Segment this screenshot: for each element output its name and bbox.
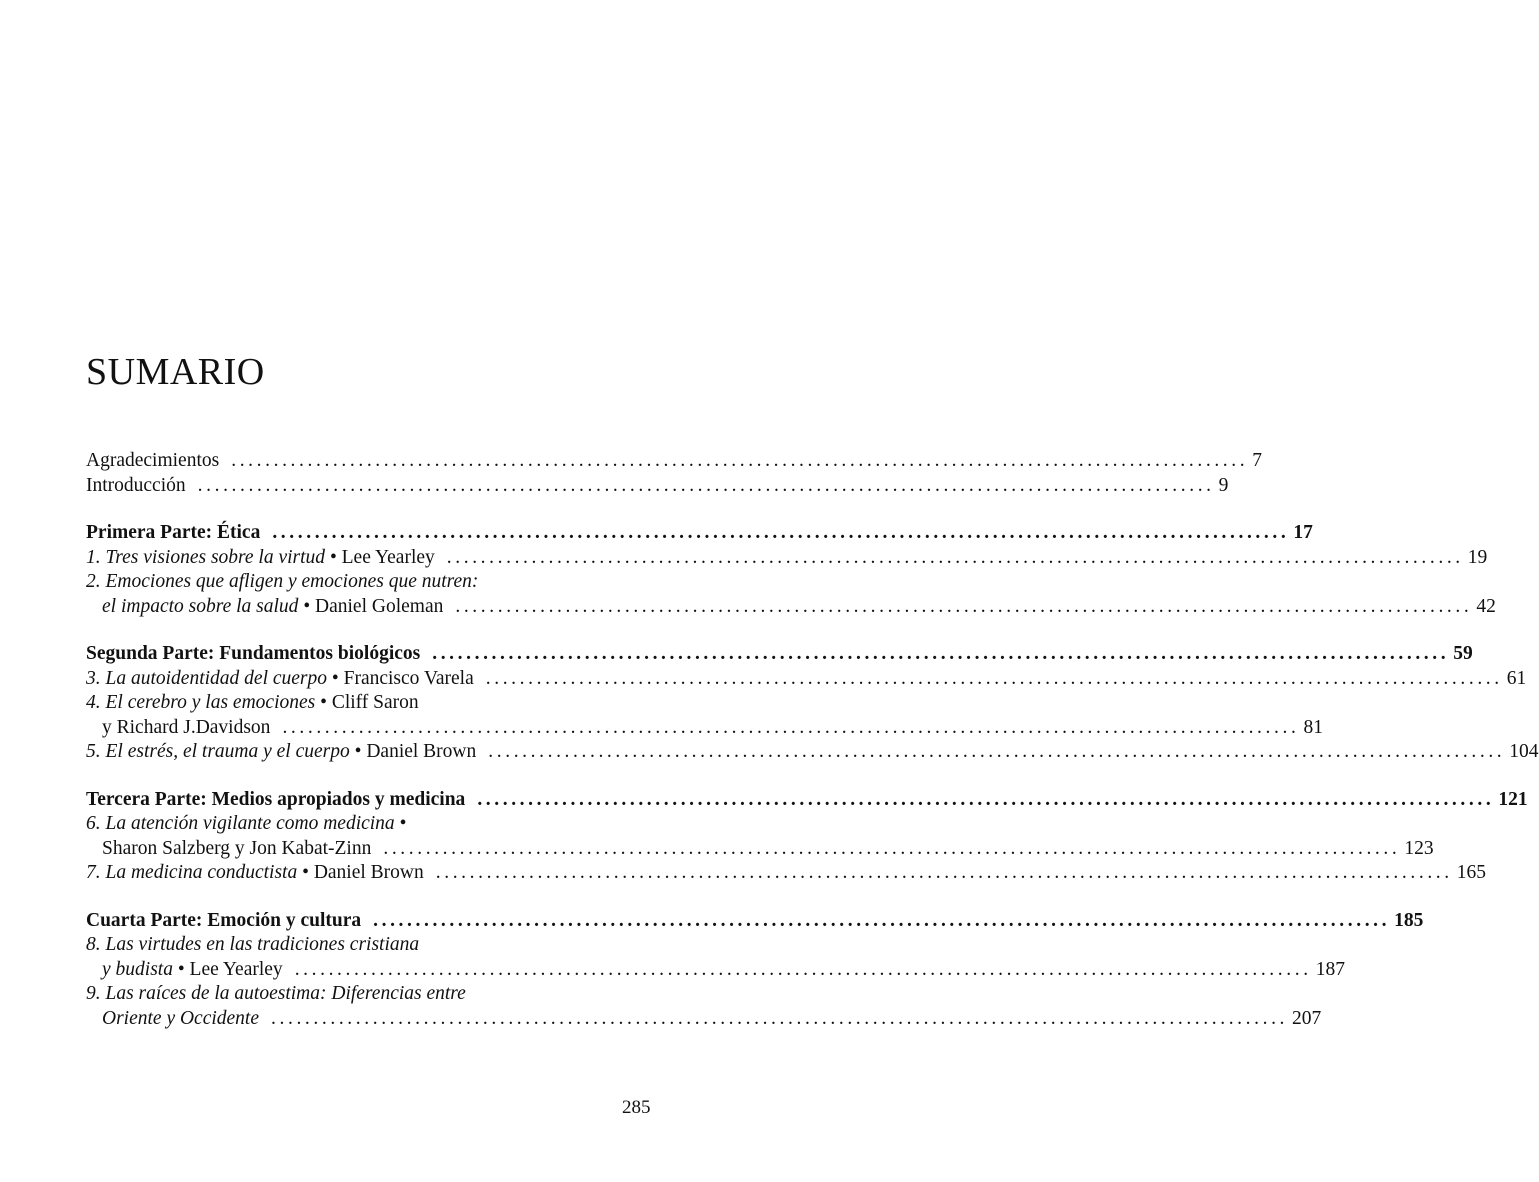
chapter-author: Sharon Salzberg y Jon Kabat-Zinn — [102, 837, 372, 859]
chapter-title: Tercera Parte: Medios apropiados y medicina — [86, 788, 466, 810]
chapter-number: 7. — [86, 862, 101, 883]
chapter-author: Lee Yearley — [189, 958, 283, 980]
leader-dots: ........................................................................................................................ — [373, 909, 1391, 931]
chapter-title: Oriente y Occidente — [102, 1007, 260, 1029]
chapter-author: Daniel Goleman — [315, 595, 444, 617]
toc-entry — [86, 546, 1488, 572]
section-gap — [86, 499, 668, 522]
leader-dots: ........................................................................................................................ — [435, 862, 1453, 883]
leader-dots: ........................................................................................................................ — [271, 1007, 1289, 1029]
page-number: 285 — [622, 1097, 651, 1118]
chapter-title: el impacto sobre la salud — [102, 595, 299, 617]
toc-part-heading — [86, 788, 1528, 814]
toc-page-number: 17 — [1293, 522, 1313, 543]
toc-page-number: 19 — [1467, 546, 1488, 568]
leader-dots: ........................................................................................................................ — [485, 667, 1503, 689]
toc-entry — [86, 692, 668, 717]
chapter-author: Lee Yearley — [341, 546, 435, 568]
toc-page-number: 81 — [1303, 716, 1323, 738]
toc-entry — [86, 741, 1539, 766]
toc-page-number: 121 — [1498, 788, 1528, 810]
chapter-title: Las virtudes en las tradiciones cristiana — [105, 934, 420, 955]
chapter-author: y Richard J.Davidson — [102, 716, 271, 738]
section-gap — [86, 887, 668, 910]
toc-entry-text — [86, 643, 420, 665]
chapter-title: Primera Parte: Ética — [86, 522, 261, 543]
leader-dots: ........................................................................................................................ — [197, 474, 1215, 496]
toc-entry — [86, 667, 1527, 693]
section-gap — [86, 620, 668, 643]
toc-entry — [86, 958, 1345, 984]
toc-entry-text — [86, 571, 478, 593]
toc-entry — [86, 934, 668, 959]
chapter-number: 6. — [86, 813, 101, 834]
toc-entry — [86, 1007, 1322, 1033]
chapter-title: El estrés, el trauma y el cuerpo — [105, 741, 350, 762]
toc-page-number: 104 — [1509, 741, 1539, 762]
toc-entry — [86, 571, 668, 596]
toc-entry-text: y budista • Lee Yearley — [102, 958, 283, 980]
chapter-title: Segunda Parte: Fundamentos biológicos — [86, 643, 421, 664]
chapter-number: 3. — [86, 667, 101, 689]
toc-entry-text — [86, 934, 419, 956]
toc-entry-text: 7. La medicina conductista • Daniel Brown — [86, 862, 424, 883]
chapter-number: 2. — [86, 571, 101, 592]
toc-part-heading — [86, 643, 1473, 668]
chapter-number: 8. — [86, 934, 101, 955]
chapter-author: Cliff Saron — [331, 692, 419, 713]
toc-entry — [86, 450, 1262, 475]
page-title: SUMARIO — [86, 351, 265, 393]
leader-dots: ........................................................................................................................ — [432, 643, 1450, 664]
toc-entry-text — [86, 789, 465, 811]
toc-page-number: 185 — [1394, 909, 1424, 931]
toc-entry-text — [86, 838, 371, 860]
toc-entry-text — [86, 522, 260, 544]
toc-entry-text — [86, 1008, 259, 1030]
chapter-title: Cuarta Parte: Emoción y cultura — [86, 909, 362, 931]
leader-dots: ........................................................................................................................ — [455, 595, 1473, 617]
leader-dots: ........................................................................................................................ — [294, 958, 1312, 980]
toc-entry-text: 3. La autoidentidad del cuerpo • Francisco Varela — [86, 667, 474, 689]
chapter-title: La medicina conductista — [105, 862, 298, 883]
toc-part-heading — [86, 909, 1424, 935]
chapter-number: 1. — [86, 546, 101, 568]
toc-page-number: 61 — [1506, 667, 1527, 689]
toc-entry-text: 1. Tres visiones sobre la virtud • Lee Yearley — [86, 546, 435, 568]
leader-dots: ........................................................................................................................ — [272, 522, 1290, 543]
chapter-title: Las raíces de la autoestima: Diferencias entre — [105, 983, 466, 1004]
toc-entry — [86, 862, 1486, 887]
chapter-title: La atención vigilante como medicina — [105, 813, 395, 834]
chapter-number: 5. — [86, 741, 101, 762]
chapter-author: Daniel Brown — [366, 741, 477, 762]
toc-page-number: 59 — [1453, 643, 1473, 664]
table-of-contents — [86, 450, 1539, 1032]
toc-entry-text: 6. La atención vigilante como medicina • — [86, 813, 407, 834]
toc-entry-text: 4. El cerebro y las emociones • Cliff Saron — [86, 692, 419, 713]
chapter-title: Emociones que afligen y emociones que nutren: — [105, 571, 479, 592]
leader-dots: ........................................................................................................................ — [488, 741, 1506, 762]
leader-dots: ........................................................................................................................ — [383, 837, 1401, 859]
toc-page-number: 123 — [1404, 837, 1434, 859]
leader-dots: ........................................................................................................................ — [446, 546, 1464, 568]
chapter-title: y budista — [102, 958, 173, 980]
toc-entry-text — [86, 475, 186, 497]
toc-entry-text — [86, 450, 219, 472]
toc-entry — [86, 837, 1434, 863]
chapter-title: El cerebro y las emociones — [105, 692, 316, 713]
toc-entry — [86, 716, 1323, 742]
toc-entry-text — [86, 983, 466, 1005]
toc-entry — [86, 813, 668, 838]
chapter-title: Agradecimientos — [86, 450, 220, 471]
chapter-number: 4. — [86, 692, 101, 713]
toc-page-number: 165 — [1456, 862, 1486, 883]
toc-page-number: 42 — [1476, 595, 1496, 617]
toc-entry — [86, 474, 1229, 500]
toc-entry-text: 5. El estrés, el trauma y el cuerpo • Daniel Brown — [86, 741, 477, 762]
chapter-title: La autoidentidad del cuerpo — [105, 667, 328, 689]
chapter-title: Introducción — [86, 474, 186, 496]
leader-dots: ........................................................................................................................ — [477, 788, 1495, 810]
chapter-author: Francisco Varela — [343, 667, 474, 689]
toc-entry-text — [86, 910, 361, 932]
leader-dots: ........................................................................................................................ — [231, 450, 1249, 471]
leader-dots: ........................................................................................................................ — [282, 716, 1300, 738]
chapter-title: Tres visiones sobre la virtud — [105, 546, 326, 568]
toc-entry — [86, 983, 668, 1008]
toc-part-heading — [86, 522, 1313, 547]
toc-entry-text: el impacto sobre la salud • Daniel Goleman — [102, 595, 444, 617]
section-gap — [86, 766, 668, 789]
toc-page-number: 9 — [1218, 474, 1229, 496]
toc-page-number: 187 — [1315, 958, 1345, 980]
chapter-number: 9. — [86, 983, 101, 1004]
chapter-author: Daniel Brown — [313, 862, 424, 883]
toc-entry-text — [86, 717, 270, 739]
toc-entry — [86, 595, 1496, 621]
toc-page-number: 7 — [1252, 450, 1262, 471]
toc-page-number: 207 — [1292, 1007, 1322, 1029]
